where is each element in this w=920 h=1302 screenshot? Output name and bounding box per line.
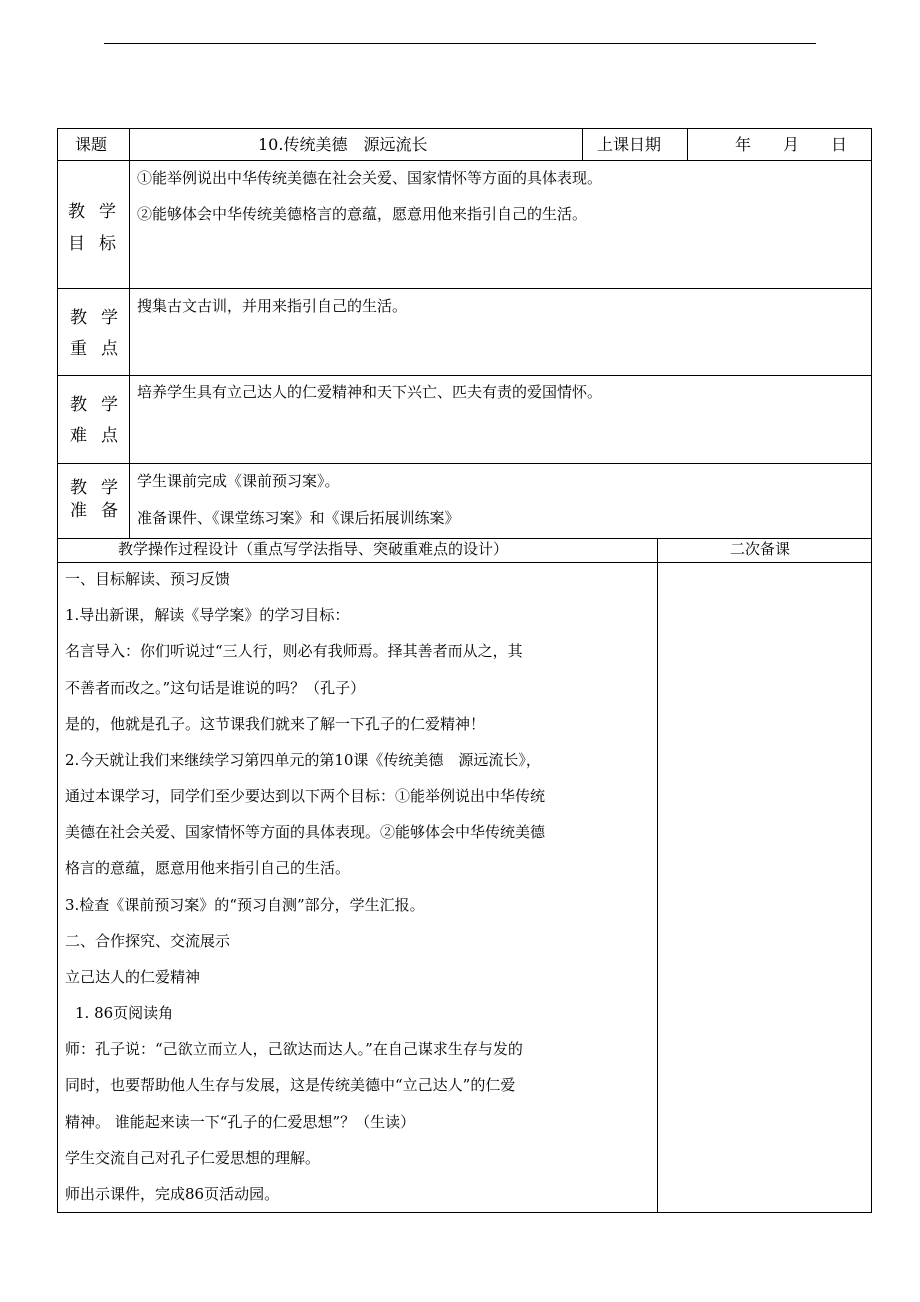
process-line: 是的，他就是孔子。这节课我们就来了解一下孔子的仁爱精神！: [65, 715, 486, 733]
preparation-line: 学生课前完成《课前预习案》。: [137, 472, 340, 490]
process-line: 不善者而改之。”这句话是谁说的吗？（孔子）: [65, 679, 366, 697]
process-line: 一、目标解读、预习反馈: [65, 570, 231, 588]
process-line: 精神。 谁能起来读一下“孔子的仁爱思想”？（生读）: [65, 1113, 416, 1131]
process-line: 1.导出新课，解读《导学案》的学习目标：: [65, 606, 350, 624]
label-column-divider: [129, 128, 130, 538]
key-points-label-bottom: 重点: [70, 339, 132, 359]
header-divider: [687, 128, 688, 160]
row-divider: [57, 538, 872, 539]
row-divider: [57, 375, 872, 376]
objectives-label-top: 教学: [68, 202, 130, 222]
preparation-line: 准备课件、《课堂练习案》和《课后拓展训练案》: [137, 509, 460, 527]
process-line: 名言导入：你们听说过“三人行，则必有我师焉。择其善者而从之，其: [65, 642, 523, 660]
date-value: 年 月 日: [735, 135, 848, 154]
preparation-label-top: 教学: [70, 478, 132, 498]
process-line: 2.今天就让我们来继续学习第四单元的第10课《传统美德 源远流长》，: [65, 751, 541, 769]
topic-label: 课题: [75, 135, 108, 154]
process-header: 教学操作过程设计（重点写学法指导、突破重难点的设计）: [118, 540, 509, 558]
side-column-divider: [657, 538, 658, 1213]
process-line: 美德在社会关爱、国家情怀等方面的具体表现。②能够体会中华传统美德: [65, 823, 546, 841]
process-line: 二、合作探究、交流展示: [65, 932, 231, 950]
second-prep-header: 二次备课: [730, 540, 791, 558]
process-line: 3.检查《课前预习案》的“预习自测”部分，学生汇报。: [65, 896, 425, 914]
process-line: 格言的意蕴，愿意用他来指引自己的生活。: [65, 859, 351, 877]
row-divider: [57, 160, 872, 161]
objective-item: ①能举例说出中华传统美德在社会关爱、国家情怀等方面的具体表现。: [137, 169, 603, 187]
row-divider: [57, 463, 872, 464]
difficulties-label-top: 教学: [70, 395, 132, 415]
row-divider: [57, 562, 872, 563]
objectives-label-bottom: 目标: [68, 234, 130, 254]
topic-title: 10.传统美德 源远流长: [258, 135, 428, 154]
process-line: 1. 86页阅读角: [75, 1004, 174, 1022]
header-rule: [104, 43, 816, 44]
process-line: 立己达人的仁爱精神: [65, 968, 201, 986]
process-line: 通过本课学习，同学们至少要达到以下两个目标：①能举例说出中华传统: [65, 787, 546, 805]
difficulties-label-bottom: 难点: [70, 426, 132, 446]
process-line: 师出示课件，完成86页活动园。: [65, 1185, 280, 1203]
process-line: 师：孔子说：“己欲立而立人，己欲达而达人。”在自己谋求生存与发的: [65, 1040, 523, 1058]
process-line: 学生交流自己对孔子仁爱思想的理解。: [65, 1149, 321, 1167]
row-divider: [57, 288, 872, 289]
date-label: 上课日期: [597, 135, 662, 154]
difficulties-text: 培养学生具有立己达人的仁爱精神和天下兴亡、匹夫有责的爱国情怀。: [137, 383, 603, 401]
process-line: 同时，也要帮助他人生存与发展，这是传统美德中“立己达人”的仁爱: [65, 1076, 516, 1094]
key-points-label-top: 教学: [70, 308, 132, 328]
key-points-text: 搜集古文古训，并用来指引自己的生活。: [137, 297, 408, 315]
objective-item: ②能够体会中华传统美德格言的意蕴，愿意用他来指引自己的生活。: [137, 205, 588, 223]
preparation-label-bottom: 准备: [70, 501, 132, 521]
header-divider: [582, 128, 583, 160]
